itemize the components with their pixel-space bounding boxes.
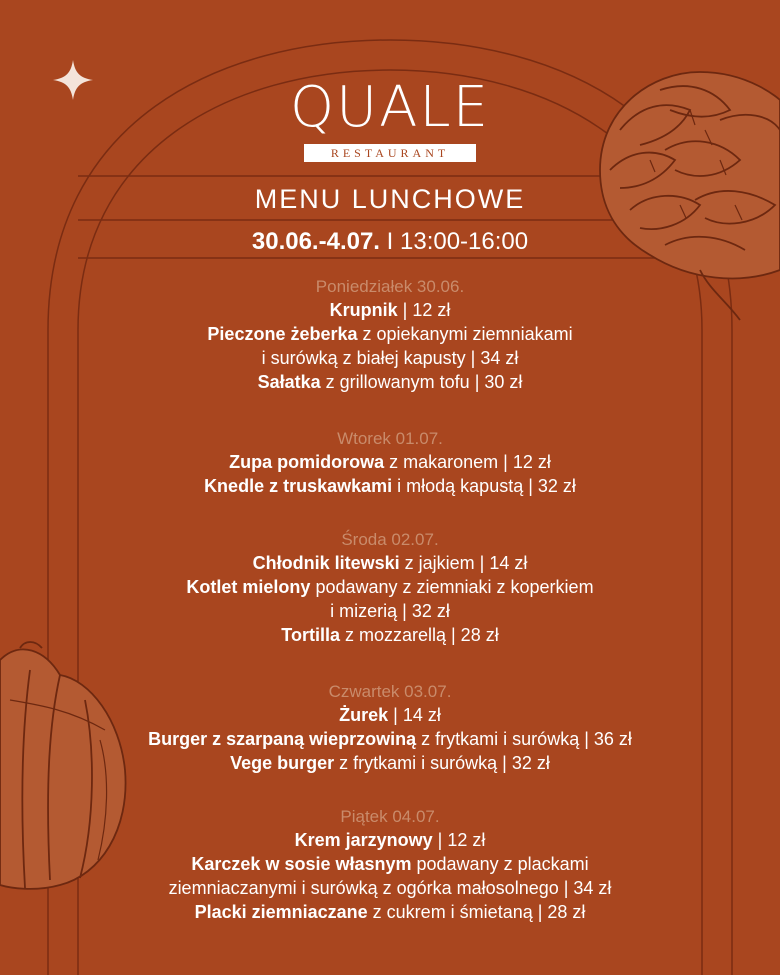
menu-item [0, 346, 780, 370]
menu-item [0, 474, 780, 498]
day-name: Wtorek 01.07. [337, 429, 443, 448]
menu-item [0, 876, 780, 900]
dish-details: | 14 zł [388, 705, 441, 725]
dish-details: i surówką z białej kapusty | 34 zł [261, 348, 519, 368]
dish-name: Knedle z truskawkami [204, 476, 393, 496]
dish-details: z opiekanymi ziemniakami [357, 324, 573, 344]
dish-name: Placki ziemniaczane [194, 902, 368, 922]
menu-item [0, 727, 780, 751]
menu-item [0, 450, 780, 474]
day-name: Piątek 04.07. [340, 807, 440, 826]
date-range [0, 228, 780, 256]
dish-details: z makaronem | 12 zł [384, 452, 551, 472]
menu-title: MENU LUNCHOWE [254, 184, 526, 214]
dish-name: Zupa pomidorowa [229, 452, 385, 472]
dish-details: z cukrem i śmietaną | 28 zł [367, 902, 586, 922]
menu-item [0, 599, 780, 623]
dish-name: Tortilla [281, 625, 340, 645]
dish-details: z grillowanym tofu | 30 zł [320, 372, 523, 392]
day-block-tuesday [0, 428, 780, 498]
dish-details: podawany z plackami [411, 854, 589, 874]
dish-name: Karczek w sosie własnym [191, 854, 412, 874]
brand-tagline: RESTAURANT [304, 144, 476, 162]
menu-item [0, 551, 780, 575]
menu-item [0, 623, 780, 647]
menu-item [0, 575, 780, 599]
day-name: Czwartek 03.07. [328, 682, 452, 701]
dish-name: Krem jarzynowy [294, 830, 433, 850]
menu-item [0, 370, 780, 394]
dish-details: z frytkami i surówką | 36 zł [416, 729, 632, 749]
dish-details: i młodą kapustą | 32 zł [392, 476, 576, 496]
menu-item [0, 298, 780, 322]
dish-details: | 12 zł [397, 300, 451, 320]
dish-details: z jajkiem | 14 zł [399, 553, 528, 573]
dish-details: i mizerią | 32 zł [330, 601, 450, 621]
dish-name: Żurek [339, 705, 389, 725]
dish-name: Burger z szarpaną wieprzowiną [148, 729, 417, 749]
menu-item [0, 751, 780, 775]
menu-item [0, 703, 780, 727]
date-range-dates: 30.06.-4.07. [251, 228, 380, 255]
dish-name: Sałatka [257, 372, 321, 392]
dish-name: Kotlet mielony [186, 577, 311, 597]
dish-details: ziemniaczanymi i surówką z ogórka małosolnego | 34 zł [168, 878, 612, 898]
day-block-thursday [0, 681, 780, 775]
dish-details: | 12 zł [432, 830, 486, 850]
day-block-wednesday [0, 529, 780, 647]
dish-name: Pieczone żeberka [207, 324, 358, 344]
day-block-friday [0, 806, 780, 924]
menu-item [0, 852, 780, 876]
dish-name: Chłodnik litewski [252, 553, 400, 573]
dish-details: z frytkami i surówką | 32 zł [334, 753, 550, 773]
day-block-monday [0, 276, 780, 394]
date-range-hours: 13:00-16:00 [400, 228, 529, 255]
day-name: Środa 02.07. [341, 530, 439, 549]
menu-item [0, 322, 780, 346]
menu-item [0, 900, 780, 924]
brand-logo: QUALE [290, 75, 490, 140]
dish-details: z mozzarellą | 28 zł [339, 625, 499, 645]
day-name: Poniedziałek 30.06. [315, 277, 465, 296]
menu-item [0, 828, 780, 852]
dish-details: podawany z ziemniaki z koperkiem [310, 577, 594, 597]
dish-name: Krupnik [329, 300, 398, 320]
dish-name: Vege burger [230, 753, 335, 773]
date-range-separator: I [386, 228, 394, 255]
